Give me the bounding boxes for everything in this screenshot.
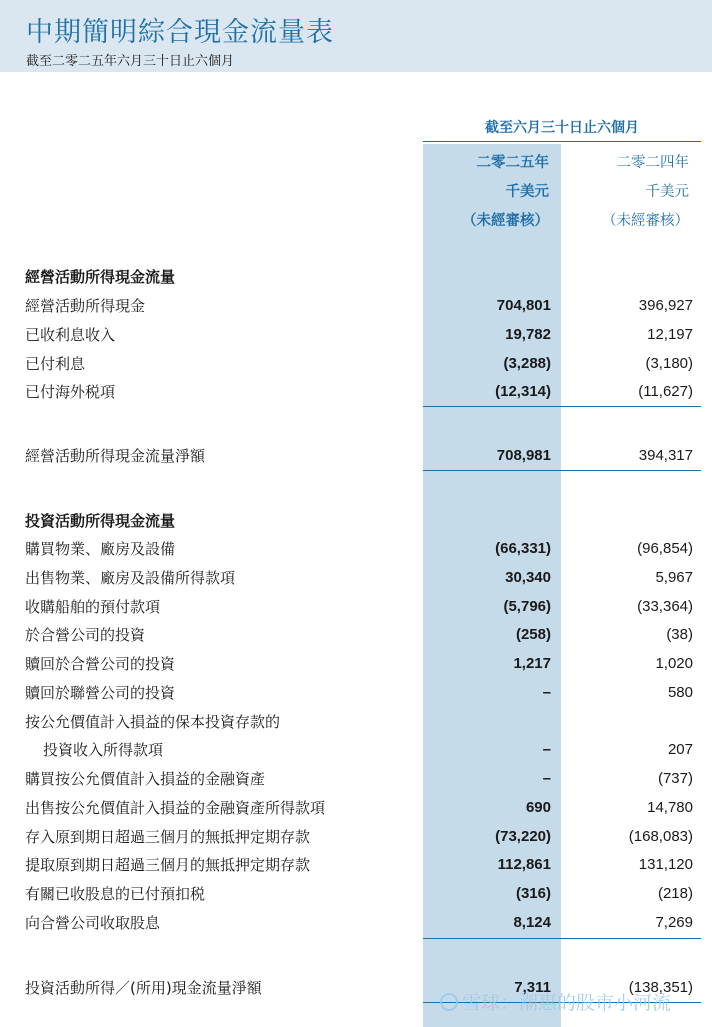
table-row xyxy=(0,909,712,937)
value-2025: 19,782 xyxy=(505,326,551,343)
value-2025: 8,124 xyxy=(513,914,551,931)
value-2025: 112,861 xyxy=(497,856,551,873)
subtotal-rule xyxy=(423,406,701,407)
table-row xyxy=(0,708,712,736)
subtotal-rule xyxy=(423,938,701,939)
value-2025: (5,796) xyxy=(503,598,551,615)
page-subtitle: 截至二零二五年六月三十日止六個月 xyxy=(26,54,235,69)
row-label: 於合營公司的投資 xyxy=(25,626,146,644)
table-row-section-investing xyxy=(0,507,712,535)
col-2024-year: 二零二四年 xyxy=(616,155,689,171)
value-2024: (138,351) xyxy=(628,979,693,996)
period-header-rule xyxy=(423,141,701,142)
value-2024: 14,780 xyxy=(647,799,693,816)
snowball-logo-icon xyxy=(440,993,458,1011)
value-2024: 5,967 xyxy=(655,569,693,586)
row-label: 提取原到期日超過三個月的無抵押定期存款 xyxy=(25,856,311,874)
col-2025-unit: 千美元 xyxy=(505,184,549,200)
row-label: 購買物業、廠房及設備 xyxy=(25,540,176,558)
watermark-text: 雪球：潮惠的股市小河流 xyxy=(462,992,672,1014)
table-row xyxy=(0,535,712,563)
value-2024: (33,364) xyxy=(637,598,693,615)
row-label: 已付海外税項 xyxy=(25,383,116,401)
value-2024: 12,197 xyxy=(647,326,693,343)
row-label: 購買按公允價值計入損益的金融資產 xyxy=(25,770,266,788)
value-2024: 580 xyxy=(667,684,693,701)
row-label: 贖回於合營公司的投資 xyxy=(25,655,176,673)
table-row xyxy=(0,292,712,320)
row-label: 已收利息收入 xyxy=(25,326,116,344)
table-row xyxy=(0,823,712,851)
value-2024: 131,120 xyxy=(638,856,693,873)
value-2024: 396,927 xyxy=(638,297,693,314)
value-2025: 7,311 xyxy=(514,979,551,996)
row-label: 投資活動所得現金流量 xyxy=(25,512,176,530)
value-2025: 690 xyxy=(525,799,551,816)
value-2025: (66,331) xyxy=(495,540,551,557)
value-2025: (73,220) xyxy=(495,828,551,845)
row-label: 出售按公允價值計入損益的金融資產所得款項 xyxy=(25,799,326,817)
page-title: 中期簡明綜合現金流量表 xyxy=(26,17,334,48)
row-label: 投資收入所得款項 xyxy=(43,741,164,759)
value-2024: 7,269 xyxy=(655,914,693,931)
row-label: 向合營公司收取股息 xyxy=(25,914,161,932)
col-2025-year: 二零二五年 xyxy=(476,155,549,171)
total-rule xyxy=(423,470,701,471)
value-2025: 1,217 xyxy=(513,655,551,672)
row-label: 經營活動所得現金流量 xyxy=(25,268,176,286)
value-2024: (96,854) xyxy=(637,540,693,557)
value-2025: – xyxy=(542,684,551,701)
value-2024: 394,317 xyxy=(638,447,693,464)
table-row xyxy=(0,350,712,378)
col-2025-status: （未經審核） xyxy=(462,213,549,229)
table-row xyxy=(0,880,712,908)
value-2025: – xyxy=(542,741,551,758)
table-row xyxy=(0,851,712,879)
row-label: 已付利息 xyxy=(25,355,86,373)
row-label: 經營活動所得現金 xyxy=(25,297,146,315)
table-row xyxy=(0,593,712,621)
table-row-total-operating xyxy=(0,442,712,470)
row-label: 存入原到期日超過三個月的無抵押定期存款 xyxy=(25,828,311,846)
row-label: 收購船舶的預付款項 xyxy=(25,598,161,616)
value-2024: 1,020 xyxy=(655,655,693,672)
value-2025: (316) xyxy=(515,885,551,902)
value-2025: (3,288) xyxy=(503,355,551,372)
value-2024: (11,627) xyxy=(638,383,693,400)
value-2024: (3,180) xyxy=(645,355,693,372)
col-2024-status: （未經審核） xyxy=(602,213,689,229)
table-row xyxy=(0,621,712,649)
row-label: 有關已收股息的已付預扣税 xyxy=(25,885,206,903)
row-label: 出售物業、廠房及設備所得款項 xyxy=(25,569,236,587)
table-row xyxy=(0,650,712,678)
value-2025: – xyxy=(542,770,551,787)
row-label: 投資活動所得／(所用)現金流量淨額 xyxy=(25,979,262,997)
row-label: 按公允價值計入損益的保本投資存款的 xyxy=(25,713,281,731)
value-2024: (168,083) xyxy=(628,828,693,845)
value-2025: (258) xyxy=(515,626,551,643)
table-row xyxy=(0,765,712,793)
value-2025: 30,340 xyxy=(505,569,551,586)
value-2025: 708,981 xyxy=(496,447,551,464)
table-row xyxy=(0,564,712,592)
table-row-section-operating xyxy=(0,263,712,291)
table-row xyxy=(0,736,712,764)
value-2024: 207 xyxy=(667,741,693,758)
value-2025: (12,314) xyxy=(495,383,551,400)
watermark xyxy=(440,988,671,1015)
table-row xyxy=(0,794,712,822)
value-2024: (38) xyxy=(666,626,693,643)
row-label: 贖回於聯營公司的投資 xyxy=(25,684,176,702)
table-row xyxy=(0,679,712,707)
value-2025: 704,801 xyxy=(496,297,551,314)
table-row xyxy=(0,321,712,349)
value-2024: (218) xyxy=(657,885,693,902)
table-row xyxy=(0,378,712,406)
value-2024: (737) xyxy=(657,770,693,787)
period-header: 截至六月三十日止六個月 xyxy=(485,120,639,136)
col-2024-unit: 千美元 xyxy=(645,184,689,200)
row-label: 經營活動所得現金流量淨額 xyxy=(25,447,206,465)
